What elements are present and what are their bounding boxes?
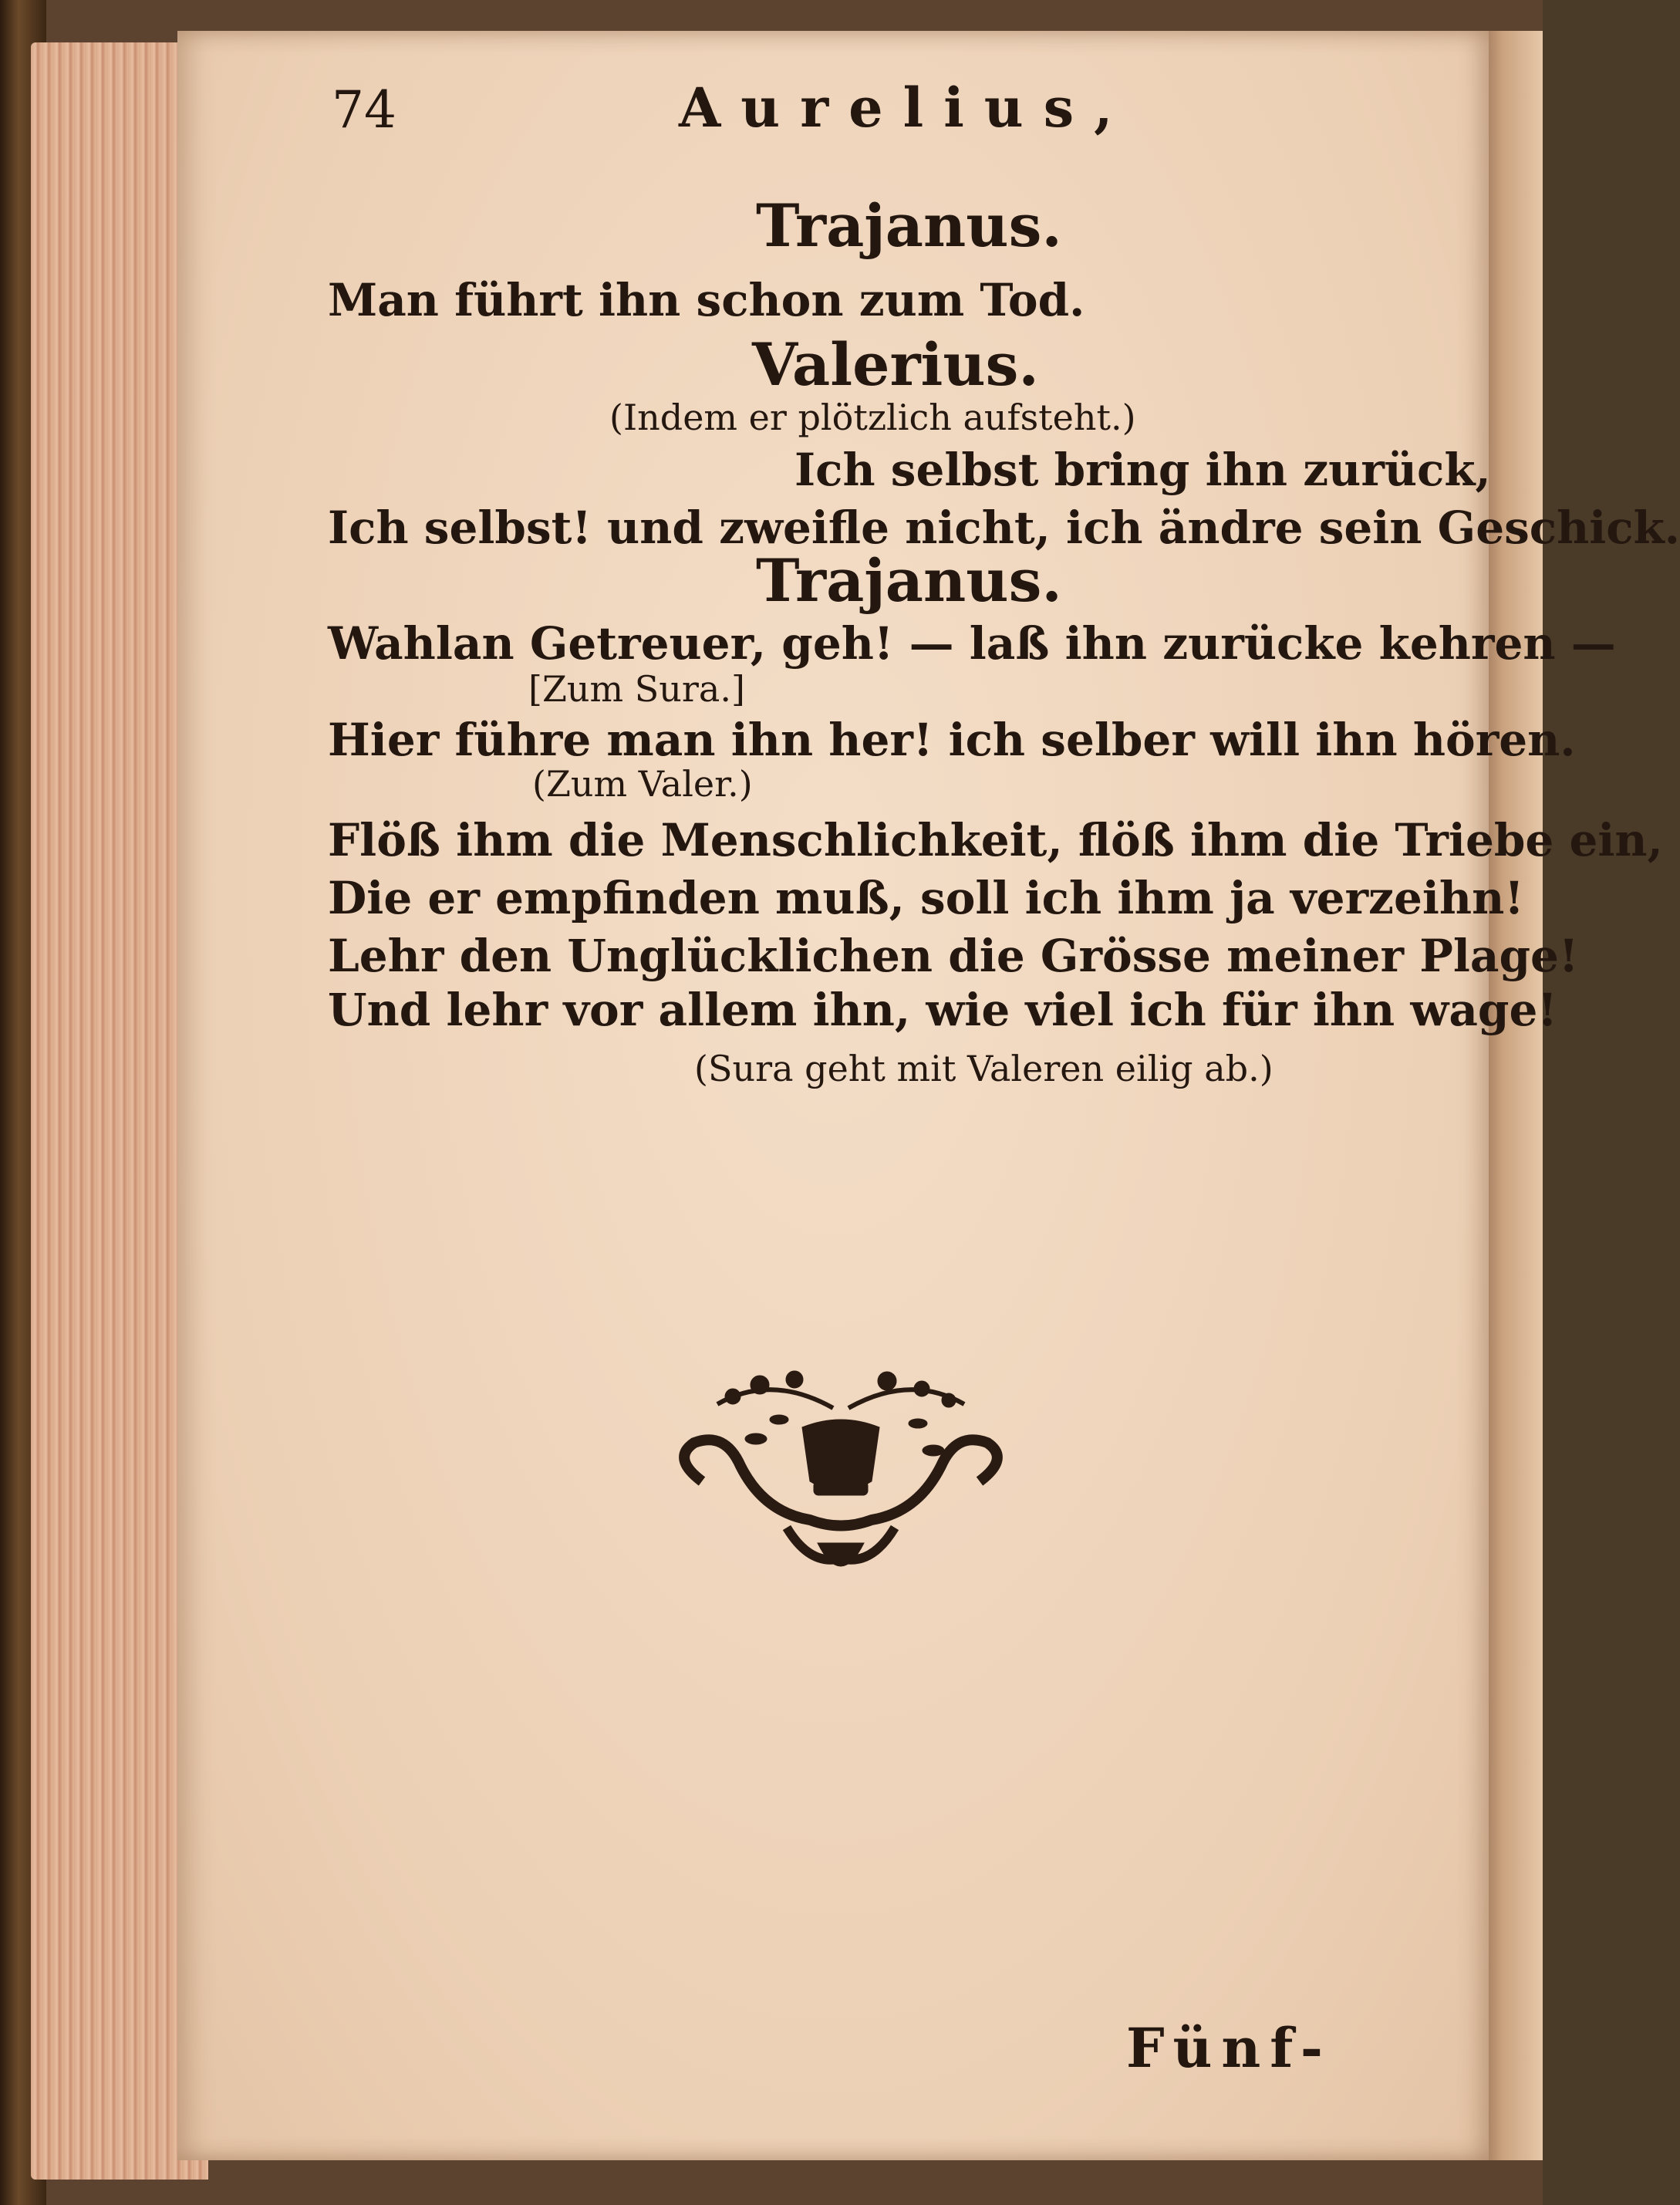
verse-line: Ich selbst! und zweifle nicht, ich ändre sein Geschick.: [328, 501, 1680, 554]
verse-line: Ich selbst bring ihn zurück,: [794, 444, 1491, 496]
running-head: Aurelius,: [679, 76, 1133, 140]
verse-line: Hier führe man ihn her! ich selber will ihn hören.: [328, 714, 1576, 766]
catchword: Fünf-: [1126, 2016, 1332, 2080]
stage-direction: (Indem er plötzlich aufsteht.): [609, 397, 1136, 438]
verse-line: Flöß ihm die Menschlichkeit, flöß ihm die Triebe ein,: [328, 814, 1663, 866]
stage-direction: (Sura geht mit Valeren eilig ab.): [694, 1048, 1273, 1089]
vignette-vase-flourish-icon: [656, 1366, 1026, 1597]
facing-page-edge: [1481, 31, 1543, 2160]
verse-line: Die er empfinden muß, soll ich ihm ja verzeihn!: [328, 872, 1524, 924]
book-page: [177, 31, 1680, 2160]
verse-line: Lehr den Unglücklichen die Grösse meiner Plage!: [328, 930, 1579, 982]
verse-line: Man führt ihn schon zum Tod.: [328, 274, 1085, 326]
speaker-trajanus-2: Trajanus.: [756, 546, 1062, 615]
speaker-valerius: Valerius.: [752, 330, 1039, 399]
speaker-trajanus-1: Trajanus.: [756, 191, 1062, 260]
verse-line: Und lehr vor allem ihn, wie viel ich für ihn wage!: [328, 984, 1557, 1036]
stage-direction: [Zum Sura.]: [528, 668, 745, 710]
stage-direction: (Zum Valer.): [532, 763, 753, 805]
page-number: 74: [332, 80, 396, 140]
verse-line: Wahlan Getreuer, geh! — laß ihn zurücke kehren —: [328, 617, 1616, 670]
